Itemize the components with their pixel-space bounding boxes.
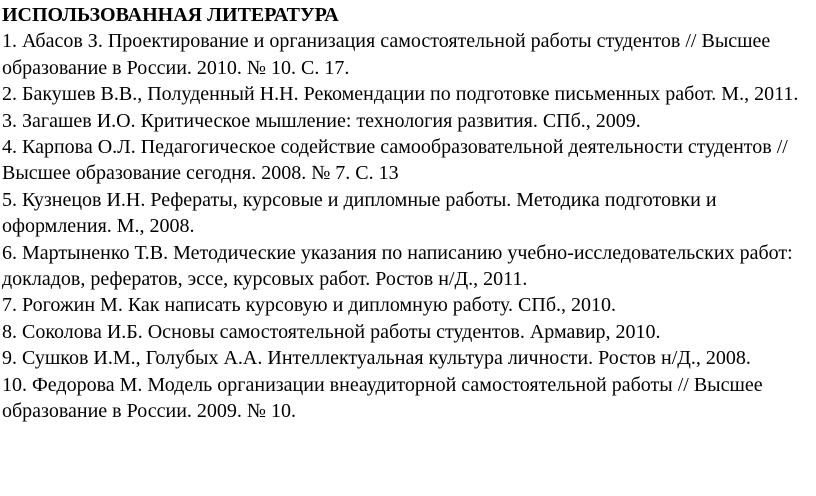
reference-list xyxy=(2,28,814,424)
reference-item: 9. Сушков И.М., Голубых А.А. Интеллектуальная культура личности. Ростов н/Д., 2008. xyxy=(2,347,751,370)
reference-item: 6. Мартыненко Т.В. Методические указания по написанию учебно-исследовательских работ: докладов, рефератов, эссе, курсовых работ. Ростов н/Д., 2011. xyxy=(2,241,793,291)
reference-item: 8. Соколова И.Б. Основы самостоятельной работы студентов. Армавир, 2010. xyxy=(2,320,661,343)
reference-item: 2. Бакушев В.В., Полуденный Н.Н. Рекомендации по подготовке письменных работ. М., 2011. xyxy=(2,83,799,106)
reference-item: 5. Кузнецов И.Н. Рефераты, курсовые и дипломные работы. Методика подготовки и оформления. М., 2008. xyxy=(2,188,717,238)
reference-item: 3. Загашев И.О. Критическое мышление: технология развития. СПб., 2009. xyxy=(2,109,641,132)
reference-page xyxy=(2,0,814,425)
reference-item: 10. Федорова М. Модель организации внеаудиторной самостоятельной работы // Высшее образование в России. 2009. № 10. xyxy=(2,373,763,423)
reference-item: 4. Карпова О.Л. Педагогическое содействие самообразовательной деятельности студентов // Высшее образование сегодня. 2008. № 7. С. 13 xyxy=(2,136,788,185)
reference-item: 1. Абасов З. Проектирование и организация самостоятельной работы студентов // Высшее образование в России. 2010. № 10. С. 17. xyxy=(2,30,771,79)
page-title: ИСПОЛЬЗОВАННАЯ ЛИТЕРАТУРА xyxy=(2,4,339,26)
reference-item: 7. Рогожин М. Как написать курсовую и дипломную работу. СПб., 2010. xyxy=(2,294,616,317)
